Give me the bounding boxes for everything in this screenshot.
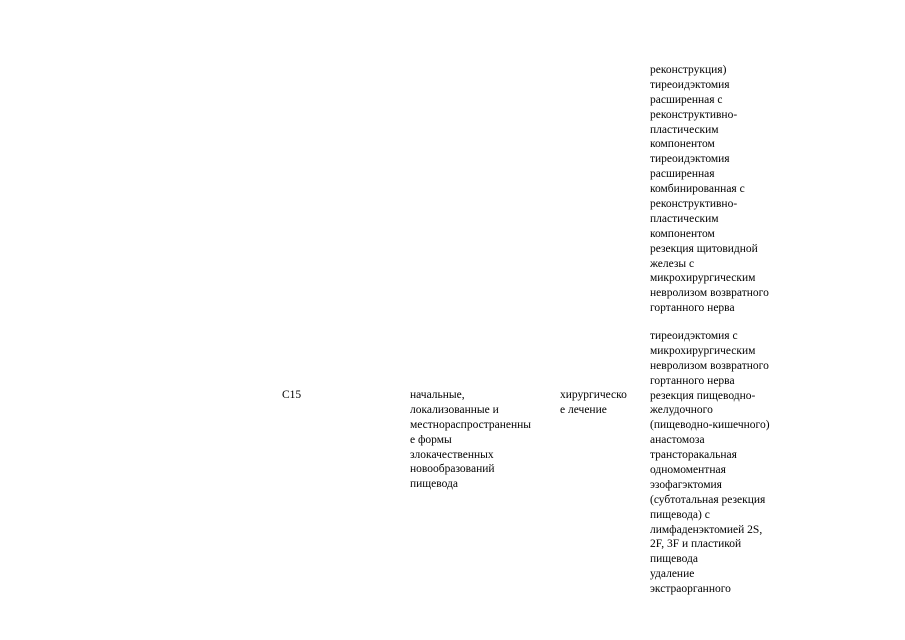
method-line: (субтотальная резекция xyxy=(650,493,766,506)
icd-code: C15 xyxy=(282,389,302,401)
treatment-type-cell xyxy=(560,388,627,418)
method-line: 2F, 3F и пластикой xyxy=(650,538,742,551)
icd-code-cell xyxy=(282,388,301,403)
method-line: реконструктивно- xyxy=(650,198,738,211)
method-line: резекция пищеводно- xyxy=(650,389,756,402)
method-line: комбинированная с xyxy=(650,183,745,196)
method-line: микрохирургическим xyxy=(650,344,756,357)
diagnosis-cell xyxy=(410,388,531,492)
diagnosis-line: начальные, xyxy=(410,389,465,401)
method-line: лимфаденэктомией 2S, xyxy=(650,523,763,536)
method-line: эзофагэктомия xyxy=(650,478,722,491)
method-line: экстраорганного xyxy=(650,583,731,596)
diagnosis-line: локализованные и xyxy=(410,403,499,416)
method-line: тиреоидэктомия xyxy=(650,153,730,166)
method-line: невролизом возвратного xyxy=(650,359,769,372)
method-line: реконструкция) xyxy=(650,64,727,76)
method-line: пластическим xyxy=(650,212,719,225)
method-line: гортанного нерва xyxy=(650,302,735,315)
method-column xyxy=(650,329,770,597)
method-line: реконструктивно- xyxy=(650,108,738,121)
prev-row-method-column xyxy=(650,63,769,316)
method-line: микрохирургическим xyxy=(650,272,756,285)
diagnosis-line: местнораспространенны xyxy=(410,418,532,431)
diagnosis-line: новообразований xyxy=(410,463,495,476)
method-line: тиреоидэктомия с xyxy=(650,330,738,342)
treatment-line: хирургическо xyxy=(560,389,627,401)
method-line: компонентом xyxy=(650,138,715,151)
diagnosis-line: злокачественных xyxy=(410,448,494,461)
method-line: анастомоза xyxy=(650,434,705,447)
method-line: расширенная с xyxy=(650,93,723,106)
method-line: трансторакальная xyxy=(650,449,737,462)
method-line: удаление xyxy=(650,568,695,581)
method-line: желудочного xyxy=(650,404,713,417)
diagnosis-line: пищевода xyxy=(410,478,458,491)
method-line: пищевода xyxy=(650,553,698,566)
treatment-line: е лечение xyxy=(560,403,607,416)
method-line: одномоментная xyxy=(650,464,726,477)
diagnosis-line: е формы xyxy=(410,433,452,446)
method-line: железы с xyxy=(650,257,695,270)
method-line: (пищеводно-кишечного) xyxy=(650,419,770,432)
method-line: гортанного нерва xyxy=(650,374,735,387)
method-line: невролизом возвратного xyxy=(650,287,769,300)
method-line: тиреоидэктомия xyxy=(650,78,730,91)
method-line: пластическим xyxy=(650,123,719,136)
method-line: пищевода) с xyxy=(650,508,710,521)
method-line: компонентом xyxy=(650,227,715,240)
method-line: расширенная xyxy=(650,168,715,181)
method-line: резекция щитовидной xyxy=(650,242,758,255)
